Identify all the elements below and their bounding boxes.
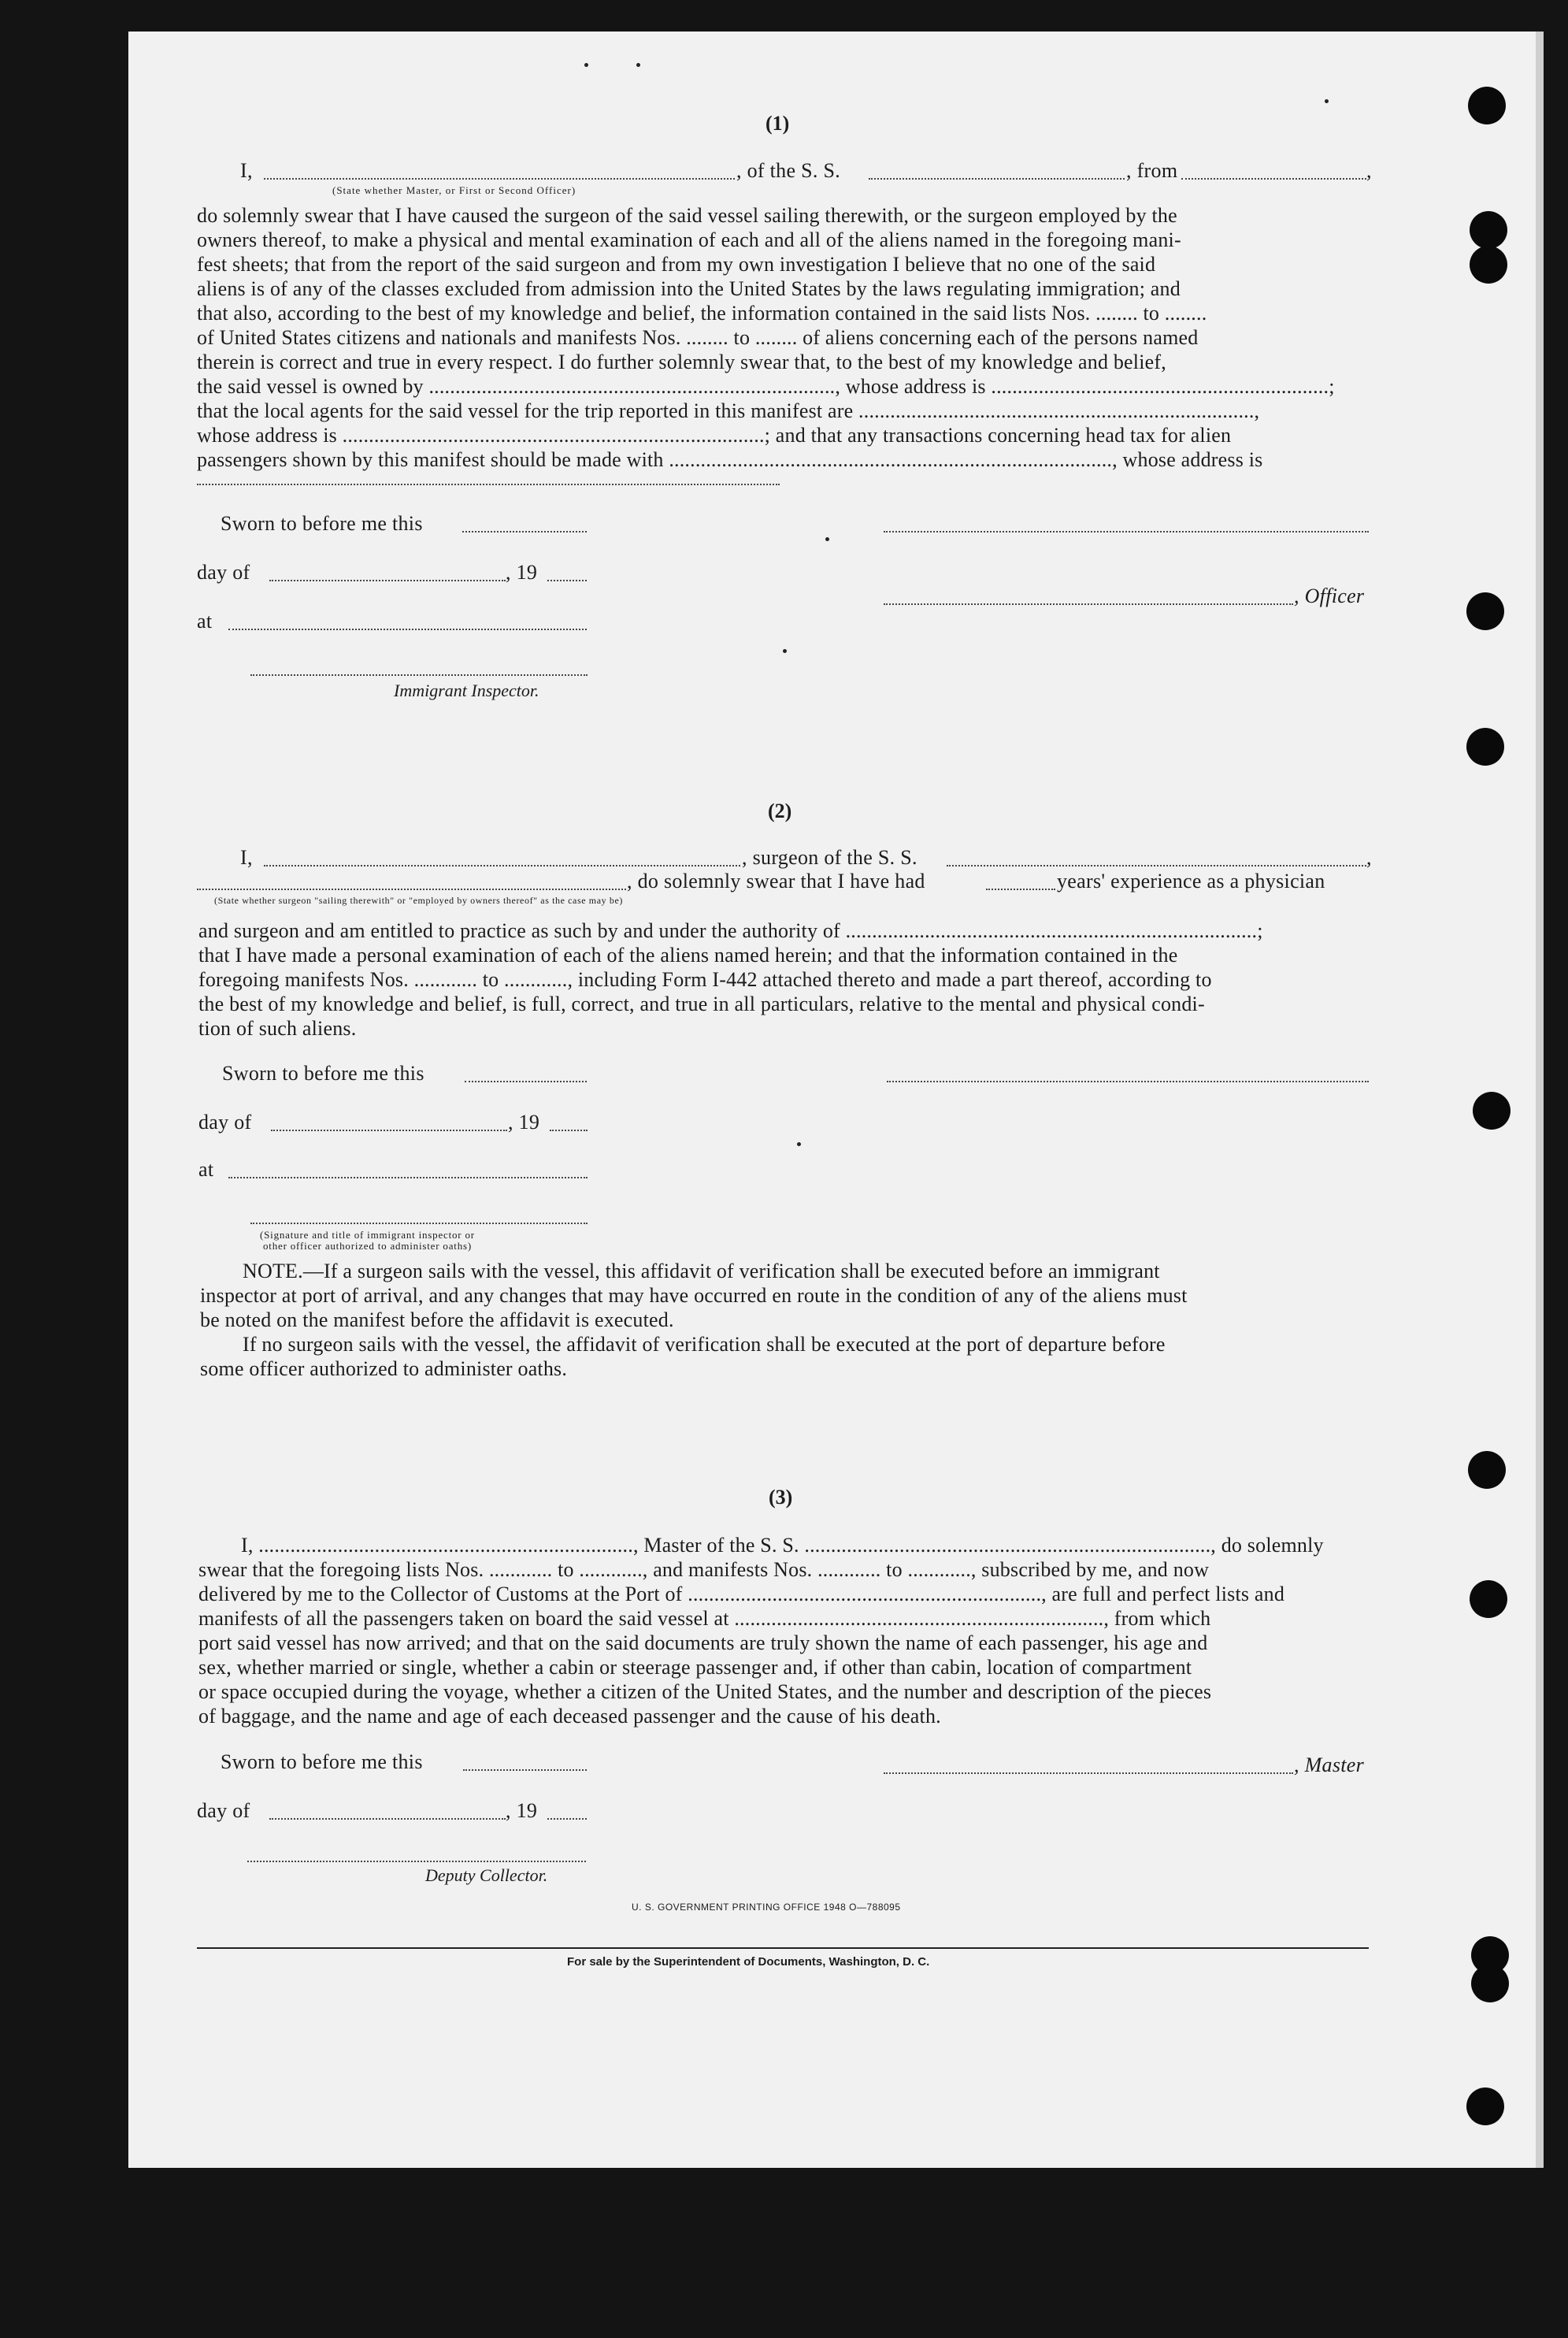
s1-inspector-label: Immigrant Inspector. <box>394 681 539 700</box>
s3-oath-line: delivered by me to the Collector of Customs at the Port of ..................................................................., are full and perfect lists and <box>198 1583 1285 1605</box>
s2-sworn-label: Sworn to before me this <box>222 1062 424 1085</box>
s1-head-tax-address-field[interactable] <box>197 484 780 485</box>
s3-oath-line: or space occupied during the voyage, whether a citizen of the United States, and the number and description of the pieces <box>198 1680 1212 1703</box>
s1-year-field[interactable] <box>547 580 587 581</box>
s3-day-of-label: day of <box>197 1799 250 1822</box>
s1-oath-line: whose address is ................................................................................; and that any transactions concerning head tax for alien <box>197 424 1232 447</box>
s1-oath-line: fest sheets; that from the report of the said surgeon and from my own investigation I believe that no one of the said <box>197 253 1156 276</box>
ink-speck <box>1325 99 1329 103</box>
ink-speck <box>783 649 787 653</box>
s3-master-signature-line[interactable] <box>884 1772 1293 1774</box>
s1-oath-line: owners thereof, to make a physical and mental examination of each and all of the aliens named in the foregoing mani- <box>197 228 1181 251</box>
s1-at-field[interactable] <box>228 629 587 630</box>
s2-note-line: be noted on the manifest before the affidavit is executed. <box>200 1308 674 1331</box>
s1-of-ss-label: , of the S. S. <box>736 159 841 182</box>
s1-signature-line[interactable] <box>884 531 1369 533</box>
s2-oath-line: foregoing manifests Nos. ............ to ............, including Form I-442 attached thereto and made a part thereof, according to <box>198 968 1212 991</box>
s2-signature-line[interactable] <box>887 1081 1369 1082</box>
s1-officer-note: (State whether Master, or First or Second Officer) <box>332 184 576 196</box>
s2-signature-note-1: (Signature and title of immigrant inspector or <box>260 1229 475 1241</box>
s2-status-note: (State whether surgeon "sailing therewith" or "employed by owners thereof" as the case may be) <box>214 895 623 906</box>
s1-oath-line: of United States citizens and nationals and manifests Nos. ........ to ........ of aliens concerning each of the persons named <box>197 326 1199 349</box>
s1-year-label: , 19 <box>506 561 538 584</box>
punch-hole <box>1466 2088 1504 2125</box>
punch-hole <box>1466 728 1504 766</box>
s3-deputy-label: Deputy Collector. <box>425 1865 548 1885</box>
ink-speck <box>797 1142 801 1146</box>
sale-notice: For sale by the Superintendent of Documents, Washington, D. C. <box>567 1955 930 1969</box>
punch-hole <box>1466 592 1504 630</box>
s1-at-label: at <box>197 610 213 633</box>
s2-oath-paragraph <box>198 918 1370 1041</box>
s3-oath-line: manifests of all the passengers taken on board the said vessel at ......................................................................, from which <box>198 1607 1211 1630</box>
s1-oath-line: aliens is of any of the classes excluded from admission into the United States by the laws regulating immigration; and <box>197 277 1181 300</box>
s2-sworn-day-field[interactable] <box>465 1081 587 1082</box>
s2-status-field[interactable] <box>197 889 626 890</box>
s2-oath-line: and surgeon and am entitled to practice as such by and under the authority of ..............................................................................; <box>198 919 1263 942</box>
s2-surgeon-label: , surgeon of the S. S. <box>742 846 917 869</box>
comma: , <box>1366 159 1372 182</box>
footer-rule <box>197 1947 1369 1949</box>
s2-vessel-name-field[interactable] <box>947 865 1366 867</box>
s2-i-label: I, <box>240 846 253 869</box>
s2-oath-line: that I have made a personal examination of each of the aliens named herein; and that the information contained in the <box>198 944 1178 967</box>
s1-oath-line: passengers shown by this manifest should be made with ...................................................................................., whose address is <box>197 448 1263 471</box>
gpo-imprint: U. S. GOVERNMENT PRINTING OFFICE 1948 O—788095 <box>632 1902 901 1913</box>
punch-hole <box>1470 246 1507 284</box>
s2-note-paragraph <box>200 1259 1370 1381</box>
s3-oath-line: sex, whether married or single, whether a cabin or steerage passenger and, if other than cabin, location of compartment <box>198 1656 1192 1679</box>
s1-oath-line: therein is correct and true in every respect. I do further solemnly swear that, to the best of my knowledge and belief, <box>197 351 1166 373</box>
s1-vessel-name-field[interactable] <box>869 178 1125 180</box>
s2-note-line: some officer authorized to administer oaths. <box>200 1357 568 1380</box>
punch-hole <box>1470 1580 1507 1618</box>
s3-month-field[interactable] <box>269 1818 506 1820</box>
s2-year-field[interactable] <box>550 1130 588 1131</box>
s2-month-field[interactable] <box>271 1130 507 1131</box>
section-1-number: (1) <box>765 112 790 135</box>
s2-note-line: If no surgeon sails with the vessel, the affidavit of verification shall be executed at the port of departure before <box>243 1333 1166 1356</box>
punch-hole <box>1471 1965 1509 2002</box>
s2-years-field[interactable] <box>986 889 1055 890</box>
s3-master-label: , Master <box>1294 1754 1365 1776</box>
section-2-number: (2) <box>768 800 792 822</box>
s1-officer-label: , Officer <box>1294 584 1365 607</box>
s1-sworn-day-field[interactable] <box>462 531 587 533</box>
ink-speck <box>636 63 640 67</box>
punch-hole <box>1473 1092 1511 1130</box>
s1-month-field[interactable] <box>269 580 506 581</box>
punch-hole <box>1468 87 1506 124</box>
s2-at-field[interactable] <box>228 1177 588 1178</box>
s3-oath-line: I, ......................................................................., Master of the S. S. ............................................................................., do solemnly <box>241 1534 1324 1557</box>
s2-swear-text: , do solemnly swear that I have had <box>627 870 925 893</box>
s2-at-label: at <box>198 1158 214 1181</box>
section-3-number: (3) <box>769 1486 793 1509</box>
s2-years-label: years' experience as a physician <box>1057 870 1325 893</box>
s3-sworn-day-field[interactable] <box>463 1769 587 1771</box>
s3-deputy-signature-line[interactable] <box>247 1861 586 1862</box>
s1-from-field[interactable] <box>1181 178 1366 180</box>
s1-oath-line: the said vessel is owned by ............................................................................., whose address is ................................................................; <box>197 375 1335 398</box>
ink-speck <box>584 63 588 67</box>
s2-signature-note-2: other officer authorized to administer oaths) <box>263 1240 472 1252</box>
s1-i-label: I, <box>240 159 253 182</box>
s1-officer-name-field[interactable] <box>264 178 735 180</box>
s1-oath-line: do solemnly swear that I have caused the surgeon of the said vessel sailing therewith, or the surgeon employed by the <box>197 204 1177 227</box>
comma: , <box>1366 846 1372 869</box>
punch-hole <box>1468 1451 1506 1489</box>
s1-day-of-label: day of <box>197 561 250 584</box>
s1-oath-paragraph <box>197 203 1370 472</box>
s2-inspector-signature-line[interactable] <box>250 1223 588 1224</box>
s2-oath-line: the best of my knowledge and belief, is full, correct, and true in all particulars, relative to the mental and physical condi- <box>198 993 1205 1015</box>
s2-day-of-label: day of <box>198 1111 252 1134</box>
page-edge <box>1536 32 1544 2168</box>
s2-oath-line: tion of such aliens. <box>198 1017 357 1040</box>
s1-oath-line: that also, according to the best of my knowledge and belief, the information contained in the said lists Nos. ........ to ........ <box>197 302 1207 325</box>
s1-sworn-label: Sworn to before me this <box>221 512 423 535</box>
s3-oath-paragraph <box>198 1533 1370 1728</box>
s1-officer-line[interactable] <box>884 603 1293 605</box>
s2-year-label: , 19 <box>508 1111 540 1134</box>
s3-year-label: , 19 <box>506 1799 538 1822</box>
s1-inspector-signature-line[interactable] <box>250 674 588 676</box>
s1-oath-line: that the local agents for the said vessel for the trip reported in this manifest are ..........................................................................., <box>197 399 1260 422</box>
punch-hole <box>1470 211 1507 249</box>
s1-from-label: , from <box>1126 159 1178 182</box>
s2-note-line: NOTE.—If a surgeon sails with the vessel, this affidavit of verification shall be executed before an immigrant <box>243 1260 1160 1282</box>
s3-year-field[interactable] <box>547 1818 587 1820</box>
s2-surgeon-name-field[interactable] <box>264 865 740 867</box>
s3-sworn-label: Sworn to before me this <box>221 1750 423 1773</box>
s3-oath-line: swear that the foregoing lists Nos. ............ to ............, and manifests Nos. ............ to ............, subscribed by me, and now <box>198 1558 1210 1581</box>
s3-oath-line: of baggage, and the name and age of each deceased passenger and the cause of his death. <box>198 1705 941 1728</box>
s2-note-line: inspector at port of arrival, and any changes that may have occurred en route in the condition of any of the aliens must <box>200 1284 1188 1307</box>
s3-oath-line: port said vessel has now arrived; and that on the said documents are truly shown the name of each passenger, his age and <box>198 1631 1208 1654</box>
ink-speck <box>825 537 829 541</box>
